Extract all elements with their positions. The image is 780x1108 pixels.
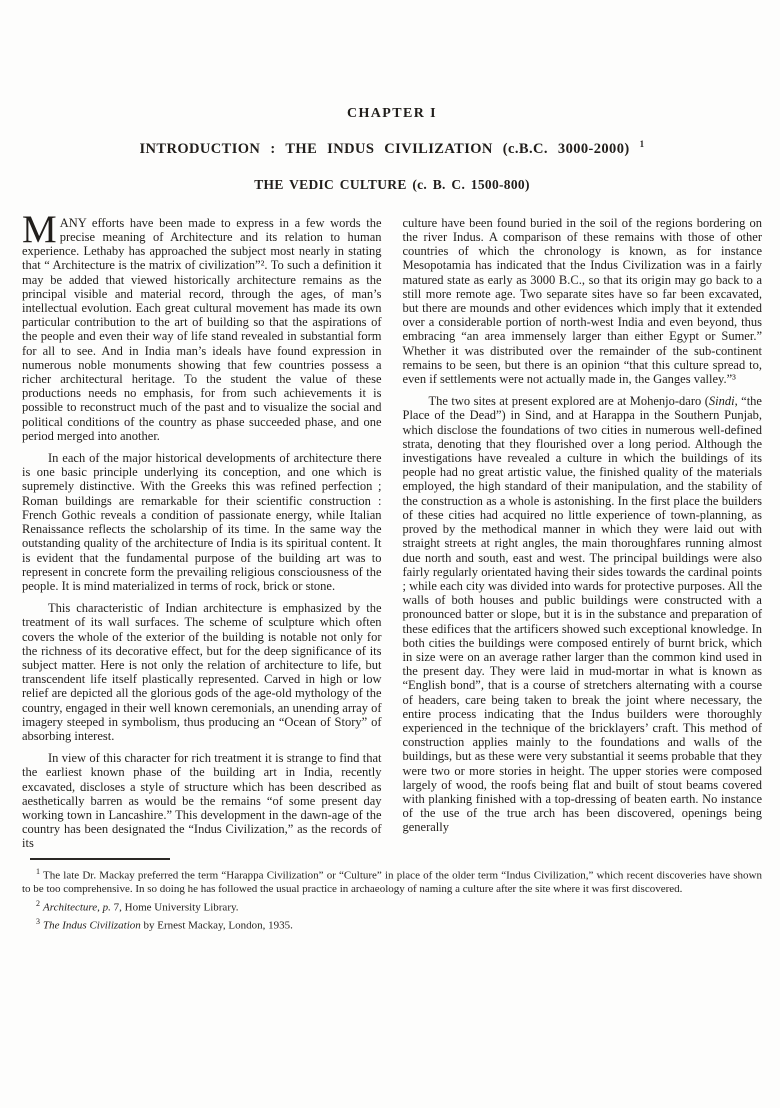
footnote-marker: 2 <box>36 898 40 908</box>
italic-term: Sindi <box>708 394 735 409</box>
drop-cap: M <box>22 207 57 251</box>
right-column <box>403 216 763 851</box>
footnote-2 <box>22 897 762 915</box>
page-subtitle: THE VEDIC CULTURE (c. B. C. 1500-800) <box>254 176 530 192</box>
title-footnote-ref: 1 <box>639 139 645 149</box>
footnote-marker: 3 <box>36 916 40 926</box>
paragraph: In view of this character for rich treatment it is strange to find that the earliest known phase of the building art in India, recently excavated, discloses a style of structure which has been described as aesthetically barren as would be the remains “of some present day working town in Lancashire.” This development in the dawn-age of the country has been designated the “Indus Civilization,” as the records of its <box>22 751 382 851</box>
chapter-heading: CHAPTER I <box>347 106 437 121</box>
page-title-text: INTRODUCTION : THE INDUS CIVILIZATION (c.B.C. 3000-2000) <box>139 140 630 157</box>
paragraph-text: , “the Place of the Dead”) in Sind, and at Harappa in the Southern Punjab, which disclose the foundations of two cities in numerous well-defined strata, denoting that they flourished over a long period. Although the investigations have revealed a culture in which the buildings of its people had no great artistic value, the finished quality of the materials employed, the high standard of their manipulation, and the stability of the construction as a whole is astonishing. In the first place the builders of these cities had acquired no little experience of town-planning, as proved by the methodical manner in which they were laid out with straight streets at right angles, the main thoroughfares running almost due north and south, east and west. The principal buildings were also fairly regularly orientated having their sides towards the cardinal points ; while each city was divided into wards for protective purposes. All the walls of both houses and public buildings were constructed with a pronounced batter or slope, but it is in the substance and preparation of these edifices that the artificers showed such exceptional knowledge. In both cities the buildings were composed entirely of burnt brick, which in size were on an average rather larger than the common kind used in the present day. They were laid in mud-mortar in what is known as “English bond”, that is a course of stretchers alternating with a course of headers, care being taken to break the joint where necessary, the entire process indicating that the Indus builders were thoroughly experienced in the technique of the bricklayers’ craft. This method of construction applies mainly to the foundations and walls of the buildings, but as these were very substantial it seems probable that they were two or more stories in height. The upper stories were composed largely of wood, the roofs being flat and built of stout beams covered with planking finished with a top-dressing of beaten earth. No instance of the use of the true arch has been discovered, openings being generally <box>402 394 762 835</box>
footnote-separator-rule <box>30 858 170 860</box>
paragraph-text: The two sites at present explored are at Mohenjo-daro ( <box>428 394 709 409</box>
footnote-work-title: The Indus Civilization <box>43 919 141 932</box>
footnotes-section <box>22 858 762 934</box>
left-column <box>22 207 382 851</box>
paragraph-opening <box>22 207 382 443</box>
page-title <box>22 139 762 158</box>
footnote-3 <box>22 915 762 933</box>
paragraph <box>403 394 763 834</box>
footnote-text: The late Dr. Mackay preferred the term “Harappa Civilization” or “Culture” in place of the older term “Indus Civilization,” which recent discoveries have shown to be too comprehensive. In so doing he has followed the usual practice in archaeology of naming a culture after the site where it was first discovered. <box>22 869 762 895</box>
paragraph: This characteristic of Indian architecture is emphasized by the treatment of its wall surfaces. The scheme of sculpture which often covers the whole of the exterior of the building is notable not only for the richness of its decorative effect, but for the deep significance of its subject matter. Here is not only the relation of architecture to life, but transcendent life itself plastically represented. Carved in high or low relief are depicted all the glorious gods of the age-old mythology of the country, engaged in their well known ceremonials, an unending array of imagery steeped in symbolism, thus producing an “Ocean of Story” of absorbing interest. <box>22 601 382 743</box>
footnote-text: by Ernest Mackay, London, 1935. <box>140 919 293 932</box>
footnote-marker: 1 <box>36 866 40 876</box>
paragraph: In each of the major historical developments of architecture there is one basic principle underlying its conception, and one which is supremely distinctive. With the Greeks this was refined perfection ; Roman buildings are remarkable for their scientific construction : French Gothic reveals a condition of passionate energy, while Italian Renaissance reflects the scholarship of its time. In the same way the outstanding quality of the architecture of India is its spiritual content. It is evident that the fundamental purpose of the building art was to represent in concrete form the prevailing religious consciousness of the people. It is mind materialized in terms of rock, brick or stone. <box>22 451 382 593</box>
text-columns <box>22 207 762 851</box>
paragraph-continuation: culture have been found buried in the soil of the regions bordering on the river Indus. A comparison of these remains with those of other countries of which the chronology is known, as for instance Mesopotamia has indicated that the Indus Civilization was in a fairly matured state as early as 3000 B.C., so that its origin may go back to a still more remote age. Two separate sites have so far been excavated, but there are mounds and other evidences which imply that it extended over a considerable portion of north-west India and even beyond, thus embracing “an area immensely larger than either Egypt or Sumer.” Whether it was distributed over the remainder of the sub-continent remains to be seen, but there is an opinion “that this culture spread to, even if settlements were not actually made in, the Ganges valley.”³ <box>402 215 762 387</box>
footnote-text: 7, Home University Library. <box>110 901 239 914</box>
footnote-1 <box>22 865 762 897</box>
paragraph-text: ANY efforts have been made to express in a few words the precise meaning of Architecture and its relation to human experience. Lethaby has approached the subject most nearly in stating that “ Architecture is the matrix of civilization”². To such a definition it may be added that viewed historically architecture remains as the principal visible and material record, through the ages, of man’s intellectual evolution. Each great cultural movement has made its own particular contribution to the art of building so that the aspirations of the people and even their way of life stand revealed in substantial form for all to see. And in India man’s ideals have found expression in numerous noble monuments showing that few countries possess a richer architectural heritage. To the student the value of these productions needs no emphasis, for from such achievements it is possible to reconstruct much of the past and to visualize the social and political conditions of the country as phase succeeded phase, and one period merged into another. <box>22 215 382 443</box>
footnote-work-title: Architecture, p. <box>43 901 111 914</box>
